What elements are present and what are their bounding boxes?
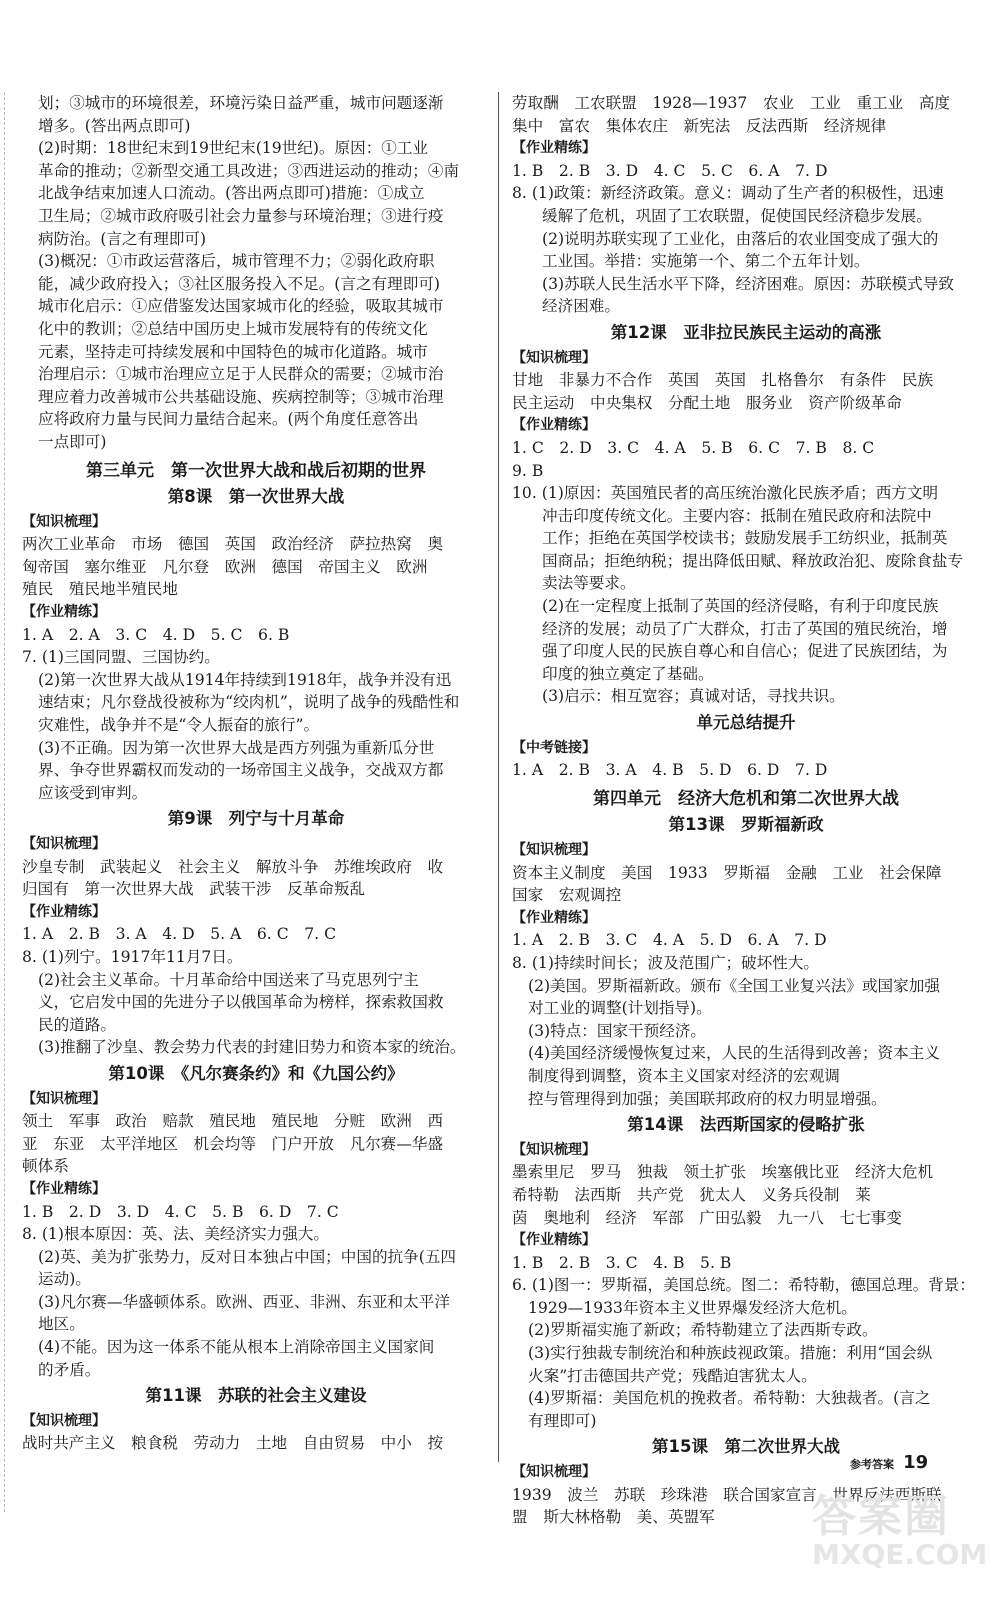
section-heading: 【作业精练】: [512, 140, 596, 157]
unit-title: 第三单元 第一次世界大战和战后初期的世界: [86, 460, 426, 481]
right-column: [512, 92, 980, 1529]
text-line: (3)概况：①市政运营落后，城市管理不力；②弱化政府职: [38, 252, 435, 271]
text-line: 领土 军事 政治 赔款 殖民地 殖民地 分赃 欧洲 西: [22, 1112, 444, 1131]
text-line: 1. A 2. B 3. A 4. B 5. D 6. D 7. D: [512, 761, 828, 780]
page-footer: [850, 1452, 928, 1473]
text-line: 1939 波兰 苏联 珍珠港 联合国家宣言 世界反法西斯联: [512, 1485, 942, 1504]
text-line: 8. (1)持续时间长；波及范围广；破坏性大。: [512, 953, 820, 972]
section-heading: 【作业精练】: [22, 604, 106, 621]
text-line: 病防治。(言之有理即可): [38, 229, 207, 248]
page-number: 19: [903, 1452, 929, 1473]
text-line: (3)不正确。因为第一次世界大战是西方列强为重新瓜分世: [38, 738, 435, 757]
section-heading: 【作业精练】: [512, 417, 596, 434]
text-line: 1. A 2. A 3. C 4. D 5. C 6. B: [22, 625, 290, 644]
text-line: 盟 斯大林格勒 美、英盟军: [512, 1508, 715, 1527]
text-line: 8. (1)列宁。1917年11月7日。: [22, 947, 243, 966]
text-line: 对工业的调整(计划指导)。: [528, 999, 712, 1018]
text-line: 亚 东亚 太平洋地区 机会均等 门户开放 凡尔赛—华盛: [22, 1134, 444, 1153]
text-line: 殖民 殖民地半殖民地: [22, 580, 178, 599]
binding-margin: [4, 92, 11, 1512]
text-line: 卖法等要求。: [542, 574, 636, 593]
text-line: 1. B 2. B 3. D 4. C 5. C 6. A 7. D: [512, 161, 828, 180]
text-line: 甘地 非暴力不合作 英国 英国 扎格鲁尔 有条件 民族: [512, 371, 934, 390]
text-line: 增多。(答出两点即可): [38, 116, 191, 135]
lesson-title: 第11课 苏联的社会主义建设: [145, 1386, 367, 1406]
lesson-title: 第10课 《凡尔赛条约》和《九国公约》: [108, 1063, 404, 1083]
text-line: 沙皇专制 武装起义 社会主义 解放斗争 苏维埃政府 收: [22, 857, 444, 876]
text-line: 化中的教训；②总结中国历史上城市发展特有的传统文化: [38, 319, 428, 338]
section-heading: 【作业精练】: [22, 903, 106, 920]
text-line: 劳取酬 工农联盟 1928—1937 农业 工业 重工业 高度: [512, 94, 951, 112]
text-line: 1. A 2. B 3. C 4. A 5. D 6. A 7. D: [512, 931, 827, 950]
text-line: 运动)。: [38, 1270, 91, 1289]
unit-title: 第四单元 经济大危机和第二次世界大战: [593, 788, 899, 809]
text-line: 速结束；凡尔登战役被称为“绞肉机”，说明了战争的残酷性和: [38, 693, 460, 712]
text-line: 强了印度人民的民族自尊心和自信心；促进了民族团结，为: [542, 642, 948, 661]
text-line: (2)英、美为扩张势力，反对日本独占中国；中国的抗争(五四: [38, 1247, 457, 1266]
text-line: 10. (1)原因：英国殖民者的高压统治激化民族矛盾；西方文明: [512, 484, 939, 503]
text-line: 8. (1)政策：新经济政策。意义：调动了生产者的积极性，迅速: [512, 184, 944, 203]
lesson-title: 第9课 列宁与十月革命: [167, 809, 345, 829]
section-heading: 【知识梳理】: [512, 349, 596, 366]
text-line: 应该受到审判。: [38, 783, 148, 802]
text-line: (3)启示：相互宽容；真诚对话，寻找共识。: [542, 687, 845, 706]
text-line: 茵 奥地利 经济 军部 广田弘毅 九一八 七七事变: [512, 1208, 902, 1227]
text-line: 理应着力改善城市公共基础设施、疾病控制等；③城市治理: [38, 387, 444, 406]
text-line: 应将政府力量与民间力量结合起来。(两个角度任意答出: [38, 410, 419, 429]
watermark-text: 答案圈: [812, 1491, 950, 1542]
text-line: 国家 宏观调控: [512, 886, 622, 905]
text-line: 顿体系: [22, 1157, 69, 1176]
text-line: (3)推翻了沙皇、教会势力代表的封建旧势力和资本家的统治。: [38, 1038, 466, 1057]
text-line: 治理启示：①城市治理应立足于人民群众的需要；②城市治: [38, 365, 444, 384]
text-line: (3)凡尔赛—华盛顿体系。欧洲、西亚、非洲、东亚和太平洋: [38, 1292, 450, 1311]
text-line: 1929—1933年资本主义世界爆发经济大危机。: [528, 1298, 857, 1317]
watermark-logo: [812, 1480, 988, 1590]
column-divider: [498, 92, 499, 1462]
text-line: 灾难性，战争并不是“令人振奋的旅行”。: [38, 716, 320, 735]
text-line: (4)美国经济缓慢恢复过来，人民的生活得到改善；资本主义: [528, 1044, 940, 1063]
text-line: 革命的推动；②新型交通工具改进；③西进运动的推动；④南: [38, 161, 460, 180]
lesson-title: 第8课 第一次世界大战: [167, 487, 345, 507]
section-heading: 【作业精练】: [22, 1180, 106, 1197]
text-line: 的矛盾。: [38, 1360, 101, 1379]
text-line: 经济困难。: [542, 297, 620, 316]
text-line: 界、争夺世界霸权而发动的一场帝国主义战争，交战双方都: [38, 761, 444, 780]
text-line: 工作；拒绝在英国学校读书；鼓励发展手工纺织业，抵制英: [542, 529, 948, 548]
text-line: 1. A 2. B 3. A 4. D 5. A 6. C 7. C: [22, 925, 337, 944]
text-line: 卫生局；②城市政府吸引社会力量参与环境治理；③进行疫: [38, 206, 444, 225]
text-line: (2)罗斯福实施了新政；希特勒建立了法西斯专政。: [528, 1321, 878, 1340]
text-line: 义，它启发中国的先进分子以俄国革命为榜样，探索救国救: [38, 993, 444, 1012]
text-line: 划；③城市的环境很差，环境污染日益严重，城市问题逐渐: [38, 94, 444, 112]
lesson-title: 单元总结提升: [696, 713, 796, 733]
section-heading: 【作业精练】: [512, 1232, 596, 1249]
section-heading: 【知识梳理】: [22, 1090, 106, 1107]
text-line: 缓解了危机，巩固了工农联盟，促使国民经济稳步发展。: [542, 206, 932, 225]
text-line: 有理即可): [528, 1411, 597, 1430]
section-heading: 【知识梳理】: [22, 513, 106, 530]
text-line: 民主运动 中央集权 分配土地 服务业 资产阶级革命: [512, 393, 902, 412]
footer-label: 参考答案: [850, 1458, 894, 1471]
lesson-title: 第12课 亚非拉民族民主运动的高涨: [610, 322, 882, 342]
text-line: 工业国。举措：实施第一个、第二个五年计划。: [542, 252, 870, 271]
text-line: 集中 富农 集体农庄 新宪法 反法西斯 经济规律: [512, 116, 887, 135]
lesson-title: 第13课 罗斯福新政: [668, 815, 824, 835]
text-line: 7. (1)三国同盟、三国协约。: [22, 648, 220, 667]
text-line: 火案”打击德国共产党；残酷迫害犹太人。: [528, 1366, 817, 1385]
text-line: 归国有 第一次世界大战 武装干涉 反革命叛乱: [22, 880, 366, 899]
text-line: 6. (1)图一：罗斯福，美国总统。图二：希特勒，德国总理。背景：: [512, 1276, 975, 1295]
text-line: 一点即可): [38, 432, 107, 451]
text-line: 匈帝国 塞尔维亚 凡尔登 欧洲 德国 帝国主义 欧洲: [22, 557, 428, 576]
section-heading: 【知识梳理】: [512, 1141, 596, 1158]
text-line: 1. C 2. D 3. C 4. A 5. B 6. C 7. B 8. C: [512, 438, 875, 457]
text-line: (4)不能。因为这一体系不能从根本上消除帝国主义国家间: [38, 1338, 435, 1357]
text-line: 城市化启示：①应借鉴发达国家城市化的经验，吸取其城市: [38, 297, 444, 316]
text-line: 制度得到调整，资本主义国家对经济的宏观调: [528, 1066, 840, 1085]
text-line: 民的道路。: [38, 1015, 116, 1034]
left-column: [22, 92, 490, 1455]
text-line: 印度的独立奠定了基础。: [542, 664, 714, 683]
section-heading: 【作业精练】: [512, 909, 596, 926]
text-line: (2)说明苏联实现了工业化，由落后的农业国变成了强大的: [542, 229, 939, 248]
section-heading: 【知识梳理】: [512, 842, 596, 858]
text-line: 9. B: [512, 461, 544, 480]
section-heading: 【知识梳理】: [22, 836, 106, 852]
text-line: 冲击印度传统文化。主要内容：抵制在殖民政府和法院中: [542, 506, 932, 525]
text-line: 8. (1)根本原因：英、法、美经济实力强大。: [22, 1225, 330, 1244]
watermark-domain: MXQE.COM: [812, 1538, 988, 1571]
text-line: 地区。: [38, 1315, 85, 1334]
lesson-title: 第15课 第二次世界大战: [652, 1437, 840, 1457]
text-line: (2)社会主义革命。十月革命给中国送来了马克思列宁主: [38, 970, 419, 989]
text-line: 希特勒 法西斯 共产党 犹太人 义务兵役制 莱: [512, 1185, 871, 1204]
text-line: 两次工业革命 市场 德国 英国 政治经济 萨拉热窝 奥: [22, 535, 444, 554]
text-line: 战时共产主义 粮食税 劳动力 土地 自由贸易 中小 按: [22, 1434, 444, 1453]
section-heading: 【知识梳理】: [22, 1412, 106, 1429]
text-line: 墨索里尼 罗马 独裁 领土扩张 埃塞俄比亚 经济大危机: [512, 1163, 934, 1182]
text-line: 能，减少政府投入；③社区服务投入不足。(言之有理即可): [38, 274, 441, 293]
section-heading: 【知识梳理】: [512, 1464, 596, 1481]
text-line: 国商品；拒绝纳税；提出降低田赋、释放政治犯、废除食盐专: [542, 551, 964, 570]
text-line: (3)苏联人民生活水平下降，经济困难。原因：苏联模式导致: [542, 274, 954, 293]
text-line: 控与管理得到加强；美国联邦政府的权力明显增强。: [528, 1089, 887, 1108]
text-line: (3)实行独裁专制统治和种族歧视政策。措施：利用“国会纵: [528, 1344, 933, 1363]
text-line: 资本主义制度 美国 1933 罗斯福 金融 工业 社会保障: [512, 863, 942, 882]
text-line: (2)时期：18世纪末到19世纪末(19世纪)。原因：①工业: [38, 139, 429, 158]
text-line: 经济的发展；动员了广大群众，打击了英国的殖民统治，增: [542, 619, 948, 638]
text-line: (2)第一次世界大战从1914年持续到1918年，战争并没有迅: [38, 670, 452, 689]
text-line: (2)美国。罗斯福新政。颁布《全国工业复兴法》或国家加强: [528, 976, 940, 995]
text-line: 北战争结束加速人口流动。(答出两点即可)措施：①成立: [38, 184, 425, 203]
section-heading: 【中考链接】: [512, 739, 596, 756]
text-line: (3)特点：国家干预经济。: [528, 1021, 707, 1040]
lesson-title: 第14课 法西斯国家的侵略扩张: [627, 1115, 865, 1135]
text-line: 1. B 2. B 3. C 4. B 5. B: [512, 1253, 732, 1272]
text-line: 元素，坚持走可持续发展和中国特色的城市化道路。城市: [38, 342, 428, 361]
text-line: (4)罗斯福：美国危机的挽救者。希特勒：大独裁者。(言之: [528, 1389, 931, 1408]
text-line: 1. B 2. D 3. D 4. C 5. B 6. D 7. C: [22, 1202, 339, 1221]
text-line: (2)在一定程度上抵制了英国的经济侵略，有利于印度民族: [542, 597, 939, 616]
